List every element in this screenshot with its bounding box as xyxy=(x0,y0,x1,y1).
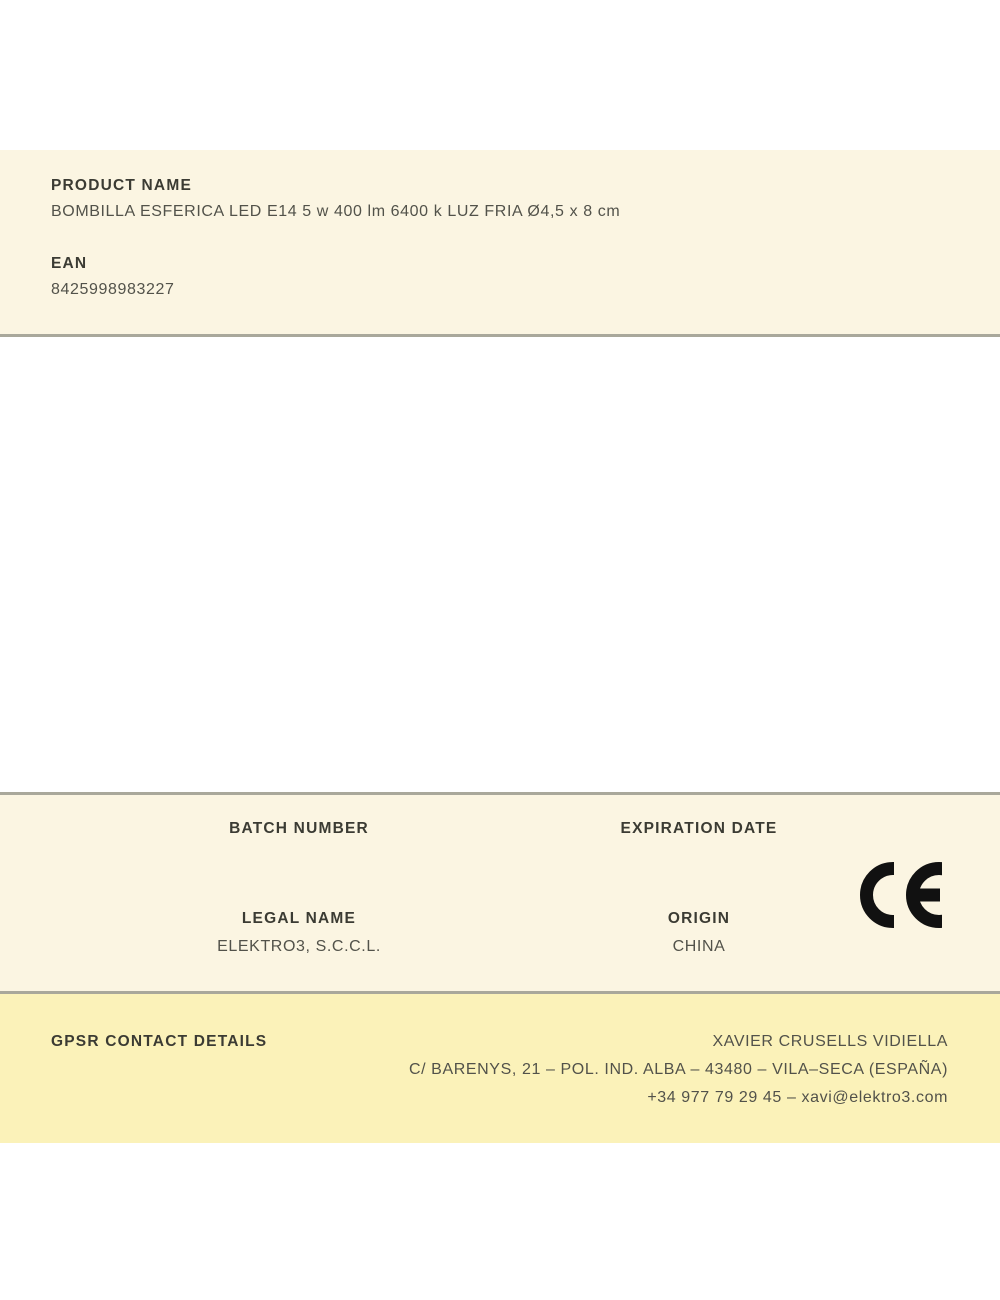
batch-number-value xyxy=(99,848,499,867)
product-name-value: BOMBILLA ESFERICA LED E14 5 w 400 lm 6400 k LUZ FRIA Ø4,5 x 8 cm xyxy=(51,203,621,220)
ce-mark-icon xyxy=(860,862,942,928)
expiration-date-label: EXPIRATION DATE xyxy=(620,820,778,837)
origin-value: CHINA xyxy=(672,938,726,955)
origin-label: ORIGIN xyxy=(667,910,731,927)
legal-name-value: ELEKTRO3, S.C.C.L. xyxy=(217,938,381,955)
batch-legal-section xyxy=(0,792,1000,994)
batch-number-label: BATCH NUMBER xyxy=(229,820,369,837)
expiration-date-block xyxy=(499,820,899,867)
product-name-label: PRODUCT NAME xyxy=(51,177,192,194)
batch-number-block xyxy=(99,820,499,867)
gpsr-contact-address: C/ BARENYS, 21 – POL. IND. ALBA – 43480 – VILA–SECA (ESPAÑA) xyxy=(408,1061,948,1078)
gpsr-contact-block xyxy=(409,1033,948,1117)
legal-name-label: LEGAL NAME xyxy=(241,910,357,927)
gpsr-contact-phone-email: +34 977 79 29 45 – xavi@elektro3.com xyxy=(647,1089,948,1106)
gpsr-contact-name: XAVIER CRUSELLS VIDIELLA xyxy=(712,1033,948,1050)
product-info-section xyxy=(0,150,1000,337)
gpsr-contact-section xyxy=(0,994,1000,1143)
expiration-date-value xyxy=(499,848,899,867)
ean-label: EAN xyxy=(51,255,88,272)
gpsr-contact-label: GPSR CONTACT DETAILS xyxy=(51,1033,268,1050)
origin-block xyxy=(499,910,899,957)
legal-name-block xyxy=(99,910,499,957)
ean-value: 8425998983227 xyxy=(51,281,175,298)
